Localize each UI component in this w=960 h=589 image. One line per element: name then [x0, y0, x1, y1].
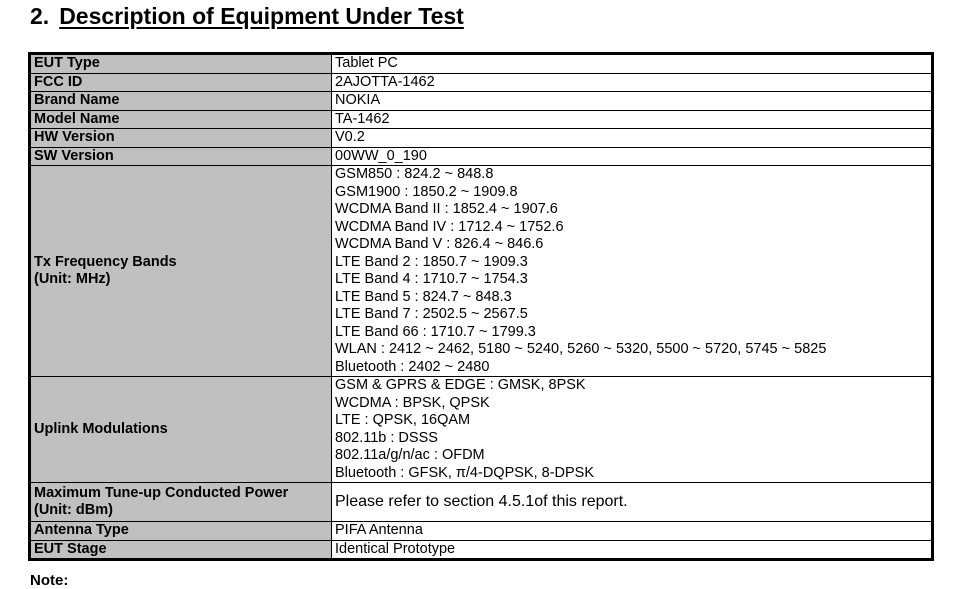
band-entry: LTE Band 66 : 1710.7 ~ 1799.3 — [335, 323, 536, 340]
row-label-unit: (Unit: dBm) — [34, 502, 113, 518]
row-label-line: Maximum Tune-up Conducted Power — [34, 485, 289, 501]
band-entry: GSM850 : 824.2 ~ 848.8 — [335, 166, 494, 182]
row-value: TA-1462 — [332, 110, 933, 129]
band-entry: Bluetooth : 2402 ~ 2480 — [335, 358, 490, 375]
table-row-brand-name — [30, 92, 933, 111]
row-label: EUT Type — [30, 54, 332, 74]
band-entry: WCDMA Band II : 1852.4 ~ 1907.6 — [335, 201, 558, 217]
row-label: Brand Name — [30, 92, 332, 111]
row-label: HW Version — [30, 129, 332, 148]
row-label: SW Version — [30, 147, 332, 166]
table-row-uplink-modulations — [30, 377, 933, 483]
band-entry: LTE Band 7 : 2502.5 ~ 2567.5 — [335, 306, 528, 322]
row-value: Tablet PC — [332, 54, 933, 74]
modulation-entry: 802.11b : DSSS — [335, 429, 438, 446]
row-label-line: Tx Frequency Bands — [34, 254, 177, 270]
modulation-entry: WCDMA : BPSK, QPSK — [335, 394, 490, 411]
table-row-model-name — [30, 110, 933, 129]
row-label: FCC ID — [30, 73, 332, 92]
row-label: Uplink Modulations — [30, 377, 332, 483]
table-row-eut-stage — [30, 540, 933, 560]
band-entry: WCDMA Band V : 826.4 ~ 846.6 — [335, 236, 544, 252]
band-entry: GSM1900 : 1850.2 ~ 1909.8 — [335, 183, 518, 200]
table-row-eut-type — [30, 54, 933, 74]
row-value: NOKIA — [332, 92, 933, 111]
row-value-list — [332, 377, 933, 483]
modulation-entry: GSM & GPRS & EDGE : GMSK, 8PSK — [335, 377, 586, 393]
modulation-entry: Bluetooth : GFSK, π/4-DQPSK, 8-DPSK — [335, 464, 595, 481]
row-label — [30, 166, 332, 377]
section-number: 2. — [30, 3, 50, 29]
table-row-hw-version — [30, 129, 933, 148]
row-value: 2AJOTTA-1462 — [332, 73, 933, 92]
table-row-fcc-id — [30, 73, 933, 92]
row-value: Identical Prototype — [332, 540, 933, 560]
table-row-max-conducted-power — [30, 483, 933, 522]
table-row-tx-frequency-bands — [30, 166, 933, 377]
note-heading: Note: — [30, 572, 69, 589]
row-label — [30, 483, 332, 522]
row-value: PIFA Antenna — [332, 522, 933, 541]
row-label: Model Name — [30, 110, 332, 129]
row-value-list — [332, 166, 933, 377]
table-row-antenna-type — [30, 522, 933, 541]
modulation-entry: LTE : QPSK, 16QAM — [335, 412, 471, 428]
row-label-unit: (Unit: MHz) — [34, 271, 111, 287]
row-value: 00WW_0_190 — [332, 147, 933, 166]
row-value: Please refer to section 4.5.1of this report. — [332, 483, 933, 522]
row-value: V0.2 — [332, 129, 933, 148]
section-title: Description of Equipment Under Test — [59, 3, 464, 29]
band-entry: LTE Band 2 : 1850.7 ~ 1909.3 — [335, 253, 528, 270]
band-entry: WCDMA Band IV : 1712.4 ~ 1752.6 — [335, 218, 564, 235]
row-label: Antenna Type — [30, 522, 332, 541]
band-entry: LTE Band 5 : 824.7 ~ 848.3 — [335, 288, 512, 305]
band-entry: WLAN : 2412 ~ 2462, 5180 ~ 5240, 5260 ~ 5320, 5500 ~ 5720, 5745 ~ 5825 — [335, 341, 827, 357]
band-entry: LTE Band 4 : 1710.7 ~ 1754.3 — [335, 271, 528, 287]
section-heading — [30, 3, 464, 30]
modulation-entry: 802.11a/g/n/ac : OFDM — [335, 447, 485, 463]
equipment-spec-table — [28, 52, 934, 561]
row-label: EUT Stage — [30, 540, 332, 560]
table-row-sw-version — [30, 147, 933, 166]
